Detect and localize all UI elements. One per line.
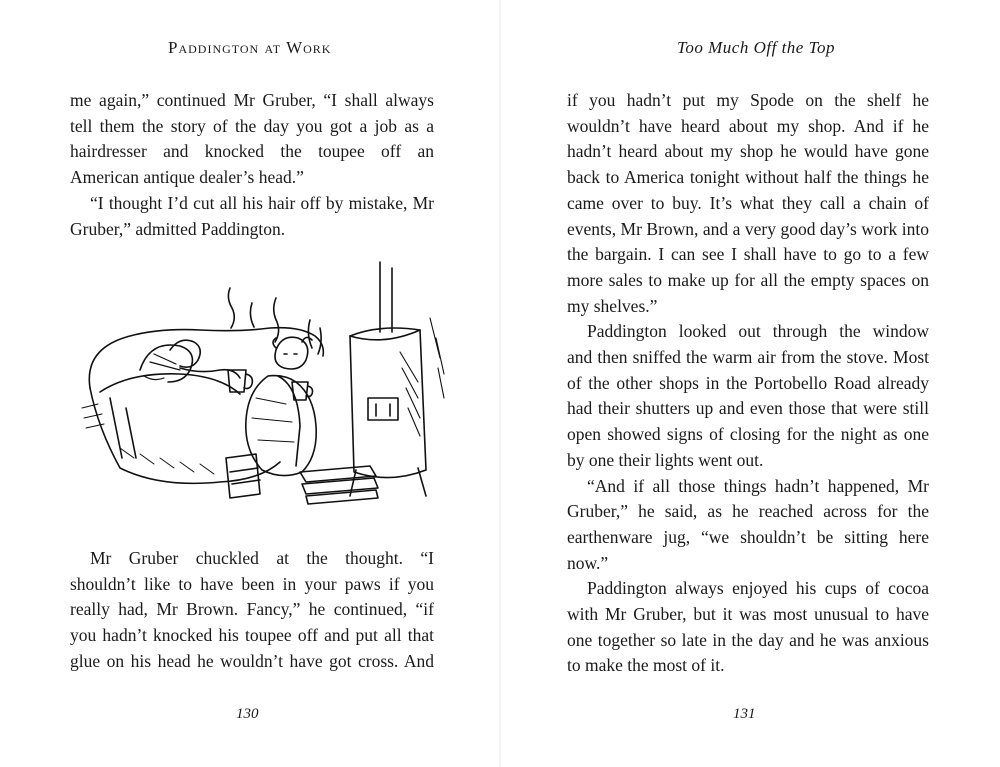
text-line: Paddington always enjoyed his cups of cocoa [587, 578, 929, 599]
text-line: really had, Mr Brown. Fancy,” he continued, “if [70, 599, 434, 620]
running-head-right: Too Much Off the Top [677, 38, 835, 57]
text-line: my shelves.” [567, 295, 658, 316]
text-line: Gruber,” admitted Paddington. [70, 218, 286, 239]
right-page [500, 0, 1000, 767]
text-line: had their shutters up and even those that were still [567, 398, 929, 419]
text-line: tell them the story of the day you got a job as a [70, 115, 434, 136]
running-head-left: Paddington at Work [168, 38, 332, 57]
text-line: by one their lights went out. [567, 449, 764, 470]
left-bottom-paragraphs [70, 546, 434, 675]
text-line: you hadn’t knocked his toupee off and put all that [70, 625, 434, 646]
text-line: the bargain. I can see I shall have to go to a few [567, 244, 929, 265]
text-line: events, Mr Brown, and a very good day’s work into [567, 218, 929, 239]
illustration [80, 258, 450, 520]
text-line: wouldn’t have heard about my shop. And if he [567, 115, 929, 136]
text-line: one together so late in the day and he was anxious [567, 629, 929, 650]
text-line: more sales to make up for all the empty spaces on [567, 269, 929, 290]
text-line: glue on his head he wouldn’t have got cross. And [70, 650, 434, 671]
text-line: with Mr Gruber, but it was most unusual to have [567, 604, 929, 625]
text-line: Gruber,” he said, as he reached across for the [567, 501, 929, 522]
right-paragraphs [567, 88, 929, 679]
page-number-left: 130 [236, 706, 259, 722]
text-line: to make the most of it. [567, 655, 725, 676]
text-line: back to America tonight without half the things he [567, 167, 929, 188]
page-number-right: 131 [733, 706, 756, 722]
text-line: American antique dealer’s head.” [70, 167, 304, 188]
text-line: of the other shops in the Portobello Road already [567, 372, 929, 393]
text-line: earthenware jug, “we shouldn’t be sitting here [567, 526, 929, 547]
text-line: if you hadn’t put my Spode on the shelf he [567, 90, 929, 110]
text-line: shouldn’t like to have been in your paws if you [70, 573, 434, 594]
text-line: now.” [567, 552, 609, 573]
text-line: hadn’t heard about my shop he would have gone [567, 141, 929, 162]
text-line: “I thought I’d cut all his hair off by mistake, Mr [90, 192, 434, 213]
text-line: came over to buy. It’s what they call a chain of [567, 192, 929, 213]
text-line: hairdresser and knocked the toupee off an [70, 141, 434, 162]
text-line: and then sniffed the warm air from the stove. Most [567, 347, 929, 368]
text-line: me again,” continued Mr Gruber, “I shall always [70, 90, 434, 110]
text-line: Paddington looked out through the window [587, 321, 929, 342]
text-line: Mr Gruber chuckled at the thought. “I [90, 548, 434, 568]
text-line: open showed signs of closing for the night as one [567, 424, 929, 445]
text-line: “And if all those things hadn’t happened, Mr [587, 475, 929, 496]
left-top-paragraphs [70, 88, 434, 242]
